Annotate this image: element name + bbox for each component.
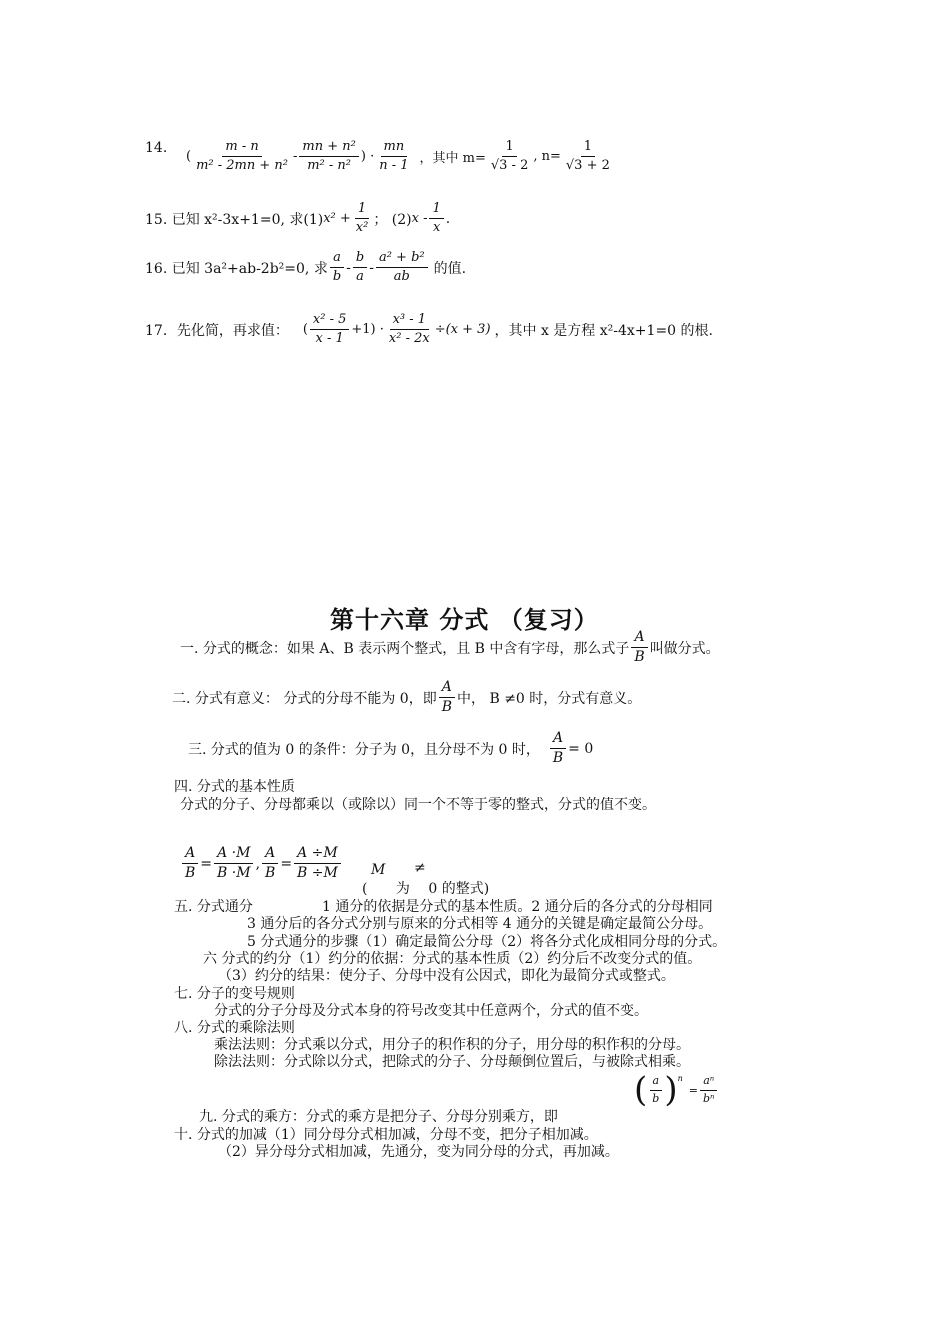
section-9: 九. 分式的乘方：分式的乘方是把分子、分母分别乘方，即	[199, 1109, 558, 1125]
section-4-heading: 四. 分式的基本性质	[174, 779, 295, 795]
fraction: $\frac{b}{a}$	[353, 251, 367, 285]
problem-17: 17．先化简，再求值： ( $\frac{\text{x² - 5}}{x - 1}$ +1) · $\frac{\text{x³ - 1}}{\text{x² - 2x}}$ ÷(x + 3) ，其中 x 是方程 x²-4x+1=0 的根.	[145, 312, 713, 347]
problem-14	[145, 140, 167, 156]
fraction: $\frac{mn}{n - 1}$	[379, 139, 409, 174]
fraction: $\frac{\text{x³ - 1}}{\text{x² - 2x}}$	[388, 312, 430, 347]
formula-note: ( 为 0 的整式)	[362, 881, 490, 897]
fraction: $\frac{A}{B}$	[550, 731, 566, 767]
basic-property-formula: $\frac{A}{B}$ = $\frac{A \cdot M}{B \cdot M}$ , $\frac{A}{B}$ = $\frac{A \div M}{B \div M}$	[180, 846, 343, 882]
section-8-line-b: 除法法则：分式除以分式，把除式的分子、分母颠倒位置后，与被除式相乘。	[214, 1054, 690, 1070]
section-6-line-a: 六 分式的约分（1）约分的依据：分式的基本性质（2）约分后不改变分式的值。	[203, 951, 702, 967]
fraction: $\frac{\text{x² - 5}}{x - 1}$	[310, 313, 349, 347]
section-10-line-b: （2）异分母分式相加减，先通分，变为同分母的分式，再加减。	[218, 1144, 619, 1160]
section-4-body: 分式的分子、分母都乘以（或除以）同一个不等于零的整式，分式的值不变。	[180, 797, 656, 813]
section-5-line-a: 1 通分的依据是分式的基本性质。2 通分后的各分式的分母相同	[322, 899, 713, 915]
section-5-line-b: 3 通分后的各分式分别与原来的分式相等 4 通分的关键是确定最简公分母。	[247, 916, 713, 932]
section-1: 一. 分式的概念：如果 A、B 表示两个整式，且 B 中含有字母，那么式子 $\frac{A}{B}$ 叫做分式。	[180, 629, 720, 666]
problem-16: 16. 已知 3a²+ab-2b²=0, 求 $\frac{a}{b}$ - $\frac{b}{a}$ - $\frac{\text{a² + b²}}{ab}$ 的值.	[145, 250, 467, 285]
problem-15: 15. 已知 x²-3x+1=0, 求(1) x² + $\frac{1}{\text{x²}}$ ； (2) x - $\frac{1}{x}$ .	[145, 201, 451, 236]
fraction: $\frac{\text{mn + n²}}{\text{m² - n²}}$	[299, 140, 358, 174]
fraction: $\frac{a}{b}$	[330, 251, 344, 285]
page-title: 第十六章 分式 （复习）	[330, 605, 599, 634]
section-5-line-c: 5 分式通分的步骤（1）确定最简公分母（2）将各分式化成相同分母的分式。	[247, 934, 727, 950]
fraction: $\frac{A}{B}$	[631, 630, 647, 666]
fraction: $\frac{A}{B}$	[262, 846, 278, 882]
formula-neq: ≠	[414, 860, 426, 876]
fraction: $\frac{1}{√3 + 2}$	[565, 139, 610, 174]
fraction: $\frac{A \cdot M}{B \cdot M}$	[214, 846, 254, 882]
section-10-line-a: 十. 分式的加减（1）同分母分式相加减，分母不变，把分子相加减。	[174, 1127, 598, 1143]
fraction: $\frac{1}{\text{x²}}$	[355, 201, 369, 236]
section-5-heading: 五. 分式通分	[174, 899, 253, 915]
fraction: $\frac{\text{aⁿ}}{\text{bⁿ}}$	[700, 1075, 718, 1104]
section-2: 二. 分式有意义： 分式的分母不能为 0，即 $\frac{A}{B}$ 中， B ≠0 时，分式有意义。	[172, 679, 642, 716]
fraction: $\frac{1}{x}$	[429, 202, 443, 236]
problem-14-expression: ( $\frac{m - n}{\text{m² - 2mn + n²}}$ - $\frac{\text{mn + n²}}{\text{m² - n²}}$ ) · $\frac{mn}{n - 1}$ ，其中 m= $\frac{1}{√3 - 2}$ , n= $\frac{1}{√3 + 2}$	[186, 140, 615, 174]
section-8-heading: 八. 分式的乘除法则	[174, 1020, 295, 1036]
formula-m: M	[371, 862, 386, 878]
section-3: 三. 分式的值为 0 的条件：分子为 0，且分母不为 0 时， $\frac{A}{B}$ = 0	[188, 730, 594, 767]
section-8-line-a: 乘法法则：分式乘以分式，用分子的积作积的分子，用分母的积作积的分母。	[214, 1037, 690, 1053]
fraction: $\frac{a}{b}$	[649, 1075, 662, 1104]
power-formula: ( $\frac{a}{b}$ ) n = $\frac{\text{aⁿ}}{\text{bⁿ}}$	[634, 1070, 719, 1110]
fraction: $\frac{m - n}{\text{m² - 2mn + n²}}$	[196, 139, 288, 174]
section-7-body: 分式的分子分母及分式本身的符号改变其中任意两个，分式的值不变。	[214, 1003, 648, 1019]
fraction: $\frac{\text{a² + b²}}{ab}$	[376, 251, 428, 285]
fraction: $\frac{A}{B}$	[439, 680, 455, 716]
section-7-heading: 七. 分子的变号规则	[174, 986, 295, 1002]
section-6-line-b: （3）约分的结果：使分子、分母中没有公因式，即化为最简分式或整式。	[218, 968, 675, 984]
fraction: $\frac{1}{√3 - 2}$	[490, 139, 529, 174]
fraction: $\frac{A}{B}$	[182, 846, 198, 882]
fraction: $\frac{A \div M}{B \div M}$	[294, 846, 341, 882]
problem-number: 14.	[145, 140, 168, 156]
